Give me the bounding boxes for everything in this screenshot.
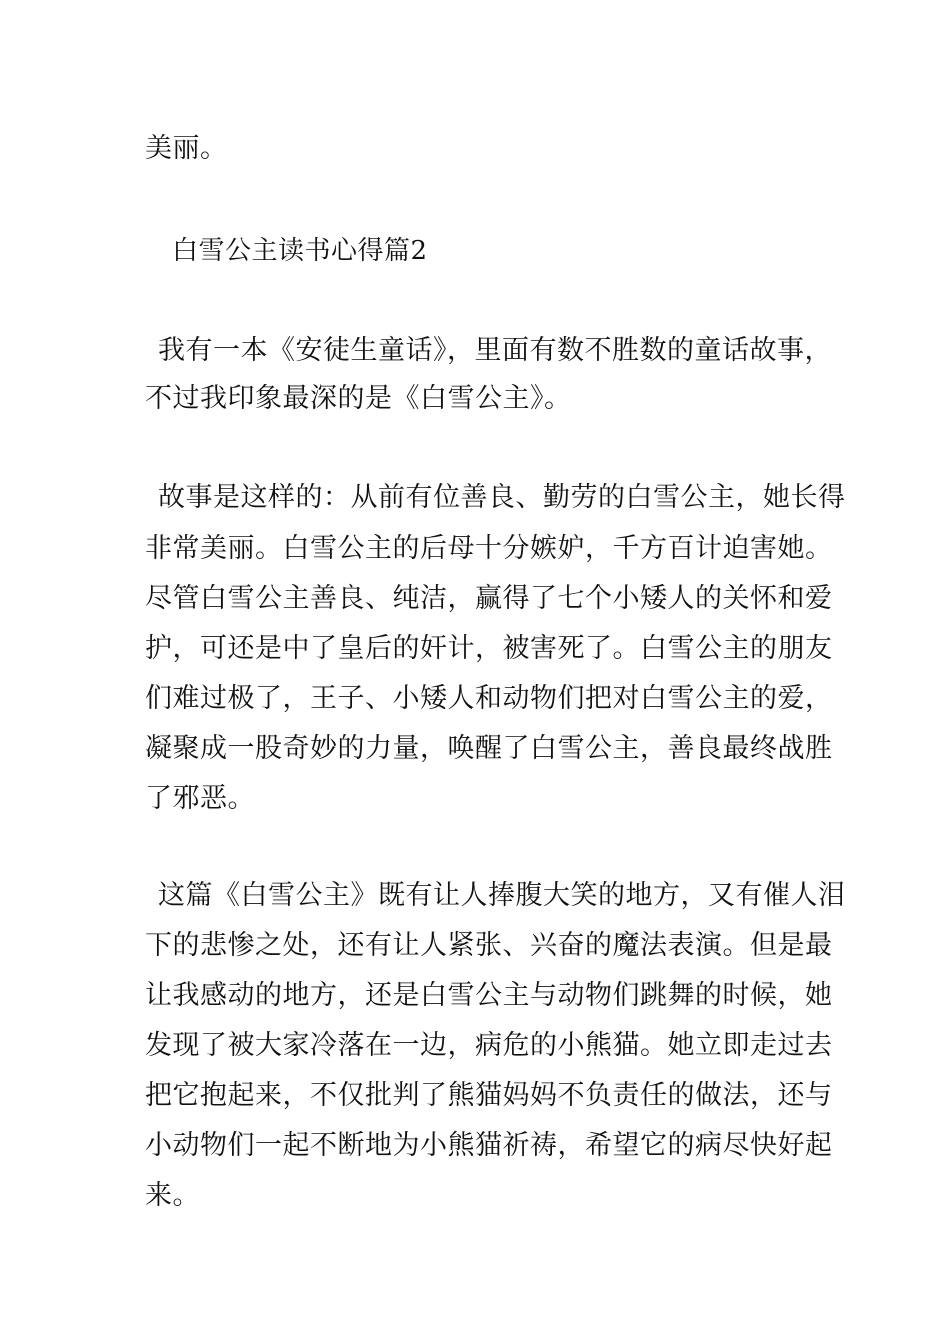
paragraph-line: 把它抱起来，不仅批判了熊猫妈妈不负责任的做法，还与 — [145, 1080, 833, 1111]
continuation-text: 美丽。 — [145, 133, 228, 164]
paragraph-line: 护，可还是中了皇后的奸计，被害死了。白雪公主的朋友 — [145, 633, 833, 664]
paragraph-line: 故事是这样的：从前有位善良、勤劳的白雪公主，她长得 — [158, 482, 846, 513]
paragraph-line: 这篇《白雪公主》既有让人捧腹大笑的地方，又有催人泪 — [158, 880, 846, 911]
section-heading: 白雪公主读书心得篇2 — [172, 236, 428, 266]
paragraph-line: 们难过极了，王子、小矮人和动物们把对白雪公主的爱， — [145, 683, 833, 714]
paragraph-line: 非常美丽。白雪公主的后母十分嫉妒，千方百计迫害她。 — [145, 533, 833, 564]
paragraph-line: 不过我印象最深的是《白雪公主》。 — [145, 383, 572, 414]
paragraph-line: 尽管白雪公主善良、纯洁，赢得了七个小矮人的关怀和爱 — [145, 583, 833, 614]
paragraph-line: 我有一本《安徒生童话》，里面有数不胜数的童话故事， — [158, 335, 832, 366]
paragraph-line: 小动物们一起不断地为小熊猫祈祷，希望它的病尽快好起 — [145, 1130, 833, 1161]
paragraph-line: 了邪恶。 — [145, 783, 255, 814]
paragraph-line: 下的悲惨之处，还有让人紧张、兴奋的魔法表演。但是最 — [145, 930, 833, 961]
paragraph-line: 凝聚成一股奇妙的力量，唤醒了白雪公主，善良最终战胜 — [145, 733, 833, 764]
paragraph-line: 来。 — [145, 1180, 200, 1211]
paragraph-line: 让我感动的地方，还是白雪公主与动物们跳舞的时候，她 — [145, 980, 833, 1011]
paragraph-line: 发现了被大家冷落在一边，病危的小熊猫。她立即走过去 — [145, 1030, 833, 1061]
